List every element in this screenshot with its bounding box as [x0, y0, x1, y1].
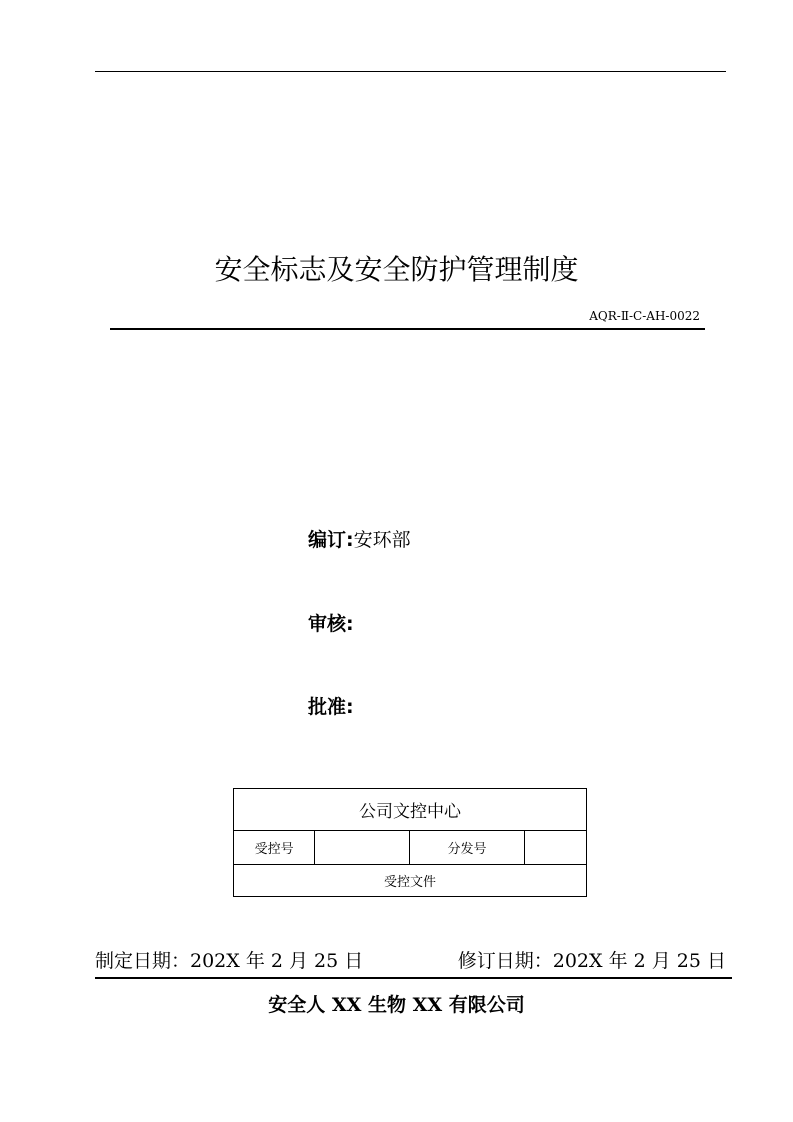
header-rule [95, 71, 726, 72]
controlled-document-status: 受控文件 [234, 865, 587, 897]
revised-date: 修订日期：202X 年 2 月 25 日 [457, 950, 726, 972]
distribution-no-label: 分发号 [410, 831, 524, 865]
document-title: 安全标志及安全防护管理制度 [214, 253, 579, 286]
controlled-no-value [315, 831, 410, 865]
made-date: 制定日期：202X 年 2 月 25 日 [95, 950, 364, 972]
approve-row [308, 694, 354, 720]
compile-label: 编订: [308, 529, 354, 551]
control-center-header: 公司文控中心 [234, 789, 587, 831]
company-name: 安全人 XX 生物 XX 有限公司 [268, 994, 525, 1016]
distribution-no-value [524, 831, 586, 865]
document-control-table [233, 788, 587, 897]
title-rule [110, 328, 705, 330]
document-code: AQR-Ⅱ-C-AH-0022 [589, 309, 700, 323]
approve-label: 批准: [308, 696, 354, 718]
footer-rule [95, 977, 732, 979]
review-row [308, 611, 354, 637]
compile-row [308, 527, 411, 553]
review-label: 审核: [308, 613, 354, 635]
compile-value: 安环部 [353, 529, 411, 551]
controlled-no-label: 受控号 [234, 831, 315, 865]
